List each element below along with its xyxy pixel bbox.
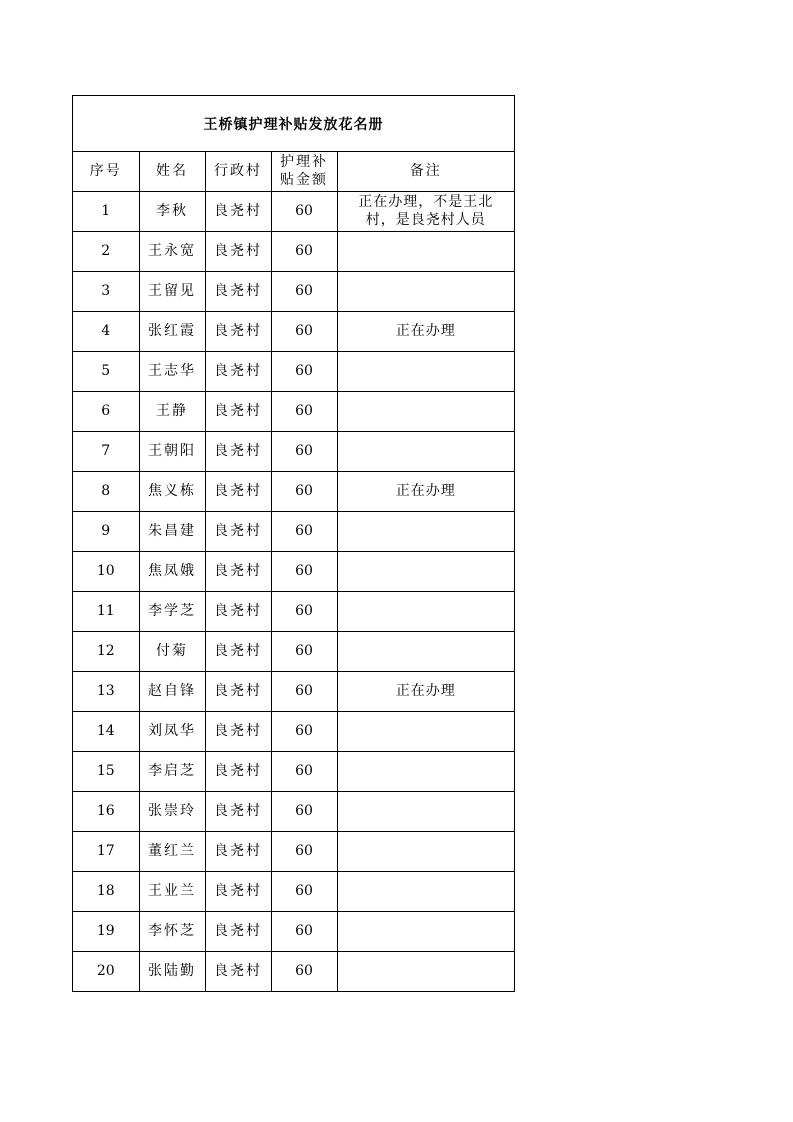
cell-remarks <box>337 951 514 991</box>
cell-name: 张陆勤 <box>139 951 205 991</box>
cell-serial-number: 5 <box>73 351 139 391</box>
cell-remarks <box>337 431 514 471</box>
cell-name: 张崇玲 <box>139 791 205 831</box>
cell-village: 良尧村 <box>205 911 271 951</box>
cell-village: 良尧村 <box>205 271 271 311</box>
cell-village: 良尧村 <box>205 391 271 431</box>
cell-serial-number: 19 <box>73 911 139 951</box>
cell-serial-number: 17 <box>73 831 139 871</box>
cell-name: 赵自锋 <box>139 671 205 711</box>
cell-village: 良尧村 <box>205 431 271 471</box>
cell-name: 王志华 <box>139 351 205 391</box>
cell-serial-number: 13 <box>73 671 139 711</box>
cell-name: 李学芝 <box>139 591 205 631</box>
cell-remarks: 正在办理 <box>337 671 514 711</box>
cell-village: 良尧村 <box>205 711 271 751</box>
cell-subsidy-amount: 60 <box>271 431 337 471</box>
header-village: 行政村 <box>205 152 271 191</box>
table-row <box>73 471 514 511</box>
table-row <box>73 671 514 711</box>
cell-village: 良尧村 <box>205 511 271 551</box>
header-name: 姓名 <box>139 152 205 191</box>
cell-serial-number: 2 <box>73 231 139 271</box>
cell-remarks <box>337 751 514 791</box>
cell-village: 良尧村 <box>205 951 271 991</box>
cell-remarks: 正在办理 <box>337 311 514 351</box>
cell-remarks <box>337 231 514 271</box>
table-row <box>73 271 514 311</box>
cell-name: 焦义栋 <box>139 471 205 511</box>
table-row <box>73 551 514 591</box>
cell-name: 李启芝 <box>139 751 205 791</box>
cell-serial-number: 8 <box>73 471 139 511</box>
table-row <box>73 871 514 911</box>
cell-remarks <box>337 591 514 631</box>
cell-subsidy-amount: 60 <box>271 591 337 631</box>
cell-name: 王业兰 <box>139 871 205 911</box>
roster-table <box>73 152 514 991</box>
cell-serial-number: 4 <box>73 311 139 351</box>
cell-subsidy-amount: 60 <box>271 711 337 751</box>
header-subsidy-amount: 护理补贴金额 <box>271 152 337 191</box>
cell-subsidy-amount: 60 <box>271 351 337 391</box>
table-row <box>73 751 514 791</box>
cell-subsidy-amount: 60 <box>271 551 337 591</box>
roster-body <box>73 191 514 991</box>
table-row <box>73 191 514 231</box>
cell-name: 朱昌建 <box>139 511 205 551</box>
cell-remarks <box>337 391 514 431</box>
cell-serial-number: 7 <box>73 431 139 471</box>
header-serial-number: 序号 <box>73 152 139 191</box>
cell-name: 付菊 <box>139 631 205 671</box>
cell-serial-number: 1 <box>73 191 139 231</box>
cell-subsidy-amount: 60 <box>271 191 337 231</box>
cell-remarks: 正在办理 <box>337 471 514 511</box>
cell-subsidy-amount: 60 <box>271 631 337 671</box>
cell-remarks: 正在办理，不是王北村，是良尧村人员 <box>337 191 514 231</box>
cell-village: 良尧村 <box>205 311 271 351</box>
table-row <box>73 831 514 871</box>
cell-subsidy-amount: 60 <box>271 791 337 831</box>
cell-village: 良尧村 <box>205 831 271 871</box>
cell-remarks <box>337 831 514 871</box>
table-row <box>73 231 514 271</box>
cell-subsidy-amount: 60 <box>271 311 337 351</box>
cell-name: 焦凤娥 <box>139 551 205 591</box>
cell-name: 王静 <box>139 391 205 431</box>
table-row <box>73 351 514 391</box>
table-row <box>73 791 514 831</box>
cell-remarks <box>337 631 514 671</box>
cell-serial-number: 10 <box>73 551 139 591</box>
table-row <box>73 711 514 751</box>
table-row <box>73 511 514 551</box>
sheet-title: 王桥镇护理补贴发放花名册 <box>73 96 514 152</box>
cell-name: 王永宽 <box>139 231 205 271</box>
cell-subsidy-amount: 60 <box>271 471 337 511</box>
cell-subsidy-amount: 60 <box>271 391 337 431</box>
cell-village: 良尧村 <box>205 671 271 711</box>
cell-village: 良尧村 <box>205 871 271 911</box>
roster-sheet <box>72 95 515 992</box>
cell-serial-number: 12 <box>73 631 139 671</box>
cell-village: 良尧村 <box>205 471 271 511</box>
cell-name: 李秋 <box>139 191 205 231</box>
cell-name: 王留见 <box>139 271 205 311</box>
cell-subsidy-amount: 60 <box>271 751 337 791</box>
table-row <box>73 631 514 671</box>
cell-name: 董红兰 <box>139 831 205 871</box>
table-row <box>73 591 514 631</box>
cell-village: 良尧村 <box>205 751 271 791</box>
cell-remarks <box>337 511 514 551</box>
cell-name: 李怀芝 <box>139 911 205 951</box>
cell-village: 良尧村 <box>205 191 271 231</box>
cell-subsidy-amount: 60 <box>271 911 337 951</box>
cell-serial-number: 18 <box>73 871 139 911</box>
cell-name: 刘凤华 <box>139 711 205 751</box>
cell-remarks <box>337 911 514 951</box>
table-row <box>73 311 514 351</box>
cell-subsidy-amount: 60 <box>271 671 337 711</box>
table-row <box>73 911 514 951</box>
cell-serial-number: 9 <box>73 511 139 551</box>
cell-name: 张红霞 <box>139 311 205 351</box>
cell-serial-number: 3 <box>73 271 139 311</box>
cell-village: 良尧村 <box>205 591 271 631</box>
cell-serial-number: 15 <box>73 751 139 791</box>
cell-serial-number: 6 <box>73 391 139 431</box>
cell-village: 良尧村 <box>205 631 271 671</box>
table-row <box>73 391 514 431</box>
header-remarks: 备注 <box>337 152 514 191</box>
header-row <box>73 152 514 191</box>
cell-subsidy-amount: 60 <box>271 831 337 871</box>
cell-remarks <box>337 791 514 831</box>
cell-remarks <box>337 551 514 591</box>
cell-serial-number: 11 <box>73 591 139 631</box>
cell-remarks <box>337 351 514 391</box>
cell-village: 良尧村 <box>205 791 271 831</box>
cell-serial-number: 20 <box>73 951 139 991</box>
cell-village: 良尧村 <box>205 551 271 591</box>
cell-village: 良尧村 <box>205 351 271 391</box>
cell-village: 良尧村 <box>205 231 271 271</box>
cell-name: 王朝阳 <box>139 431 205 471</box>
cell-remarks <box>337 271 514 311</box>
cell-subsidy-amount: 60 <box>271 511 337 551</box>
cell-remarks <box>337 711 514 751</box>
table-row <box>73 951 514 991</box>
cell-serial-number: 16 <box>73 791 139 831</box>
table-row <box>73 431 514 471</box>
cell-subsidy-amount: 60 <box>271 871 337 911</box>
cell-remarks <box>337 871 514 911</box>
cell-subsidy-amount: 60 <box>271 271 337 311</box>
cell-subsidy-amount: 60 <box>271 231 337 271</box>
cell-serial-number: 14 <box>73 711 139 751</box>
cell-subsidy-amount: 60 <box>271 951 337 991</box>
